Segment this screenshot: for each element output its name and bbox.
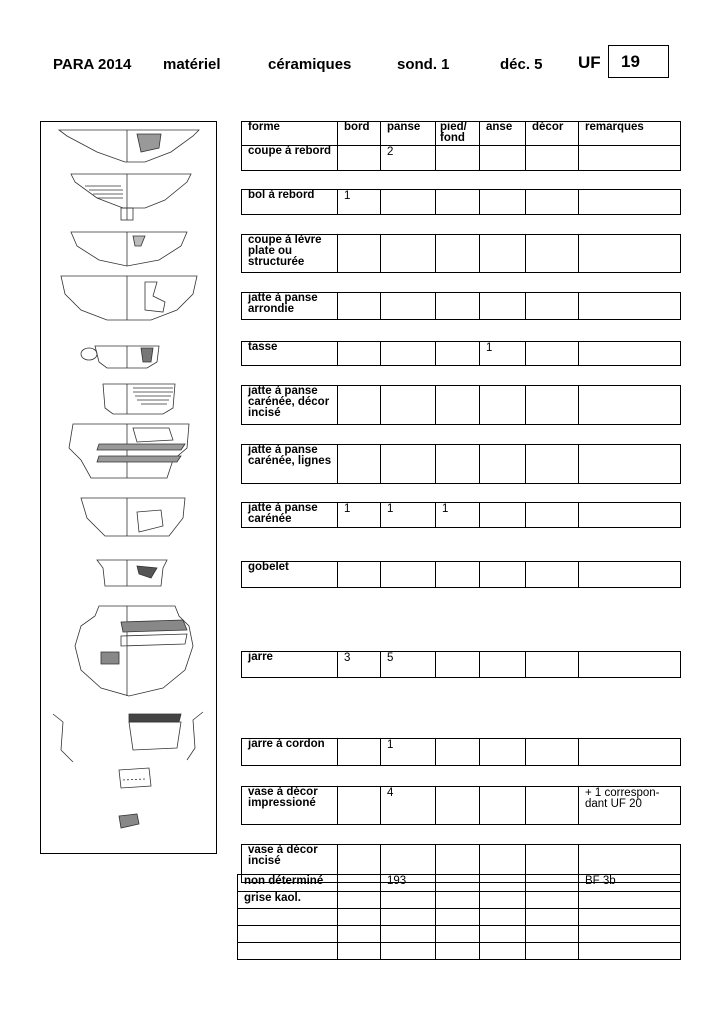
forme-cell — [238, 909, 338, 926]
forme-cell: jatte à panse carénée — [242, 503, 338, 528]
panse-cell — [381, 342, 436, 366]
panse-cell — [381, 190, 436, 215]
header-decapage: déc. 5 — [500, 56, 543, 73]
remarques-cell — [579, 909, 681, 926]
forme-cell: gobelet — [242, 562, 338, 588]
table-row — [242, 652, 681, 678]
row-spacer — [242, 678, 681, 739]
remarques-cell — [579, 892, 681, 909]
header-site: PARA 2014 — [53, 56, 132, 73]
bord-cell — [338, 787, 381, 825]
table-row — [242, 190, 681, 215]
panse-cell — [381, 445, 436, 484]
pied-cell — [436, 386, 480, 425]
table-header-row — [242, 122, 681, 146]
table-row — [242, 562, 681, 588]
table-row — [238, 909, 681, 926]
panse-cell: 193 — [381, 875, 436, 892]
decor-cell — [526, 146, 579, 171]
remarques-cell — [579, 235, 681, 273]
pied-cell — [436, 926, 480, 943]
anse-cell — [480, 146, 526, 171]
anse-cell — [480, 892, 526, 909]
pied-cell — [436, 146, 480, 171]
remarques-cell — [579, 739, 681, 766]
forme-cell: grise kaol. — [238, 892, 338, 909]
remarques-cell: + 1 correspon- dant UF 20 — [579, 787, 681, 825]
remarques-cell — [579, 562, 681, 588]
table-row — [242, 445, 681, 484]
forme-cell — [238, 926, 338, 943]
pied-cell — [436, 787, 480, 825]
decor-cell — [526, 445, 579, 484]
col-header: forme — [242, 122, 338, 146]
remarques-cell: BF 3b — [579, 875, 681, 892]
panse-cell: 4 — [381, 787, 436, 825]
profile-jatte-carenee — [81, 498, 185, 536]
remarques-cell — [579, 293, 681, 320]
row-spacer — [242, 825, 681, 845]
decor-cell — [526, 652, 579, 678]
profile-coupe-a-rebord — [59, 130, 199, 162]
pied-cell — [436, 342, 480, 366]
uf-value-box: 19 — [608, 45, 669, 78]
forme-cell: vase à décor impressioné — [242, 787, 338, 825]
anse-cell — [480, 739, 526, 766]
pied-cell: 1 — [436, 503, 480, 528]
bord-cell — [338, 235, 381, 273]
row-spacer — [242, 215, 681, 235]
bord-cell — [338, 293, 381, 320]
decor-cell — [526, 235, 579, 273]
panse-cell — [381, 892, 436, 909]
row-spacer — [242, 588, 681, 652]
table-row — [242, 235, 681, 273]
uf-label: UF — [578, 53, 601, 72]
panse-cell — [381, 562, 436, 588]
remarques-cell — [579, 943, 681, 960]
decor-cell — [526, 739, 579, 766]
col-header: décor — [526, 122, 579, 146]
undetermined-table — [237, 874, 681, 960]
col-header: bord — [338, 122, 381, 146]
anse-cell — [480, 293, 526, 320]
panse-cell — [381, 386, 436, 425]
decor-cell — [526, 293, 579, 320]
forme-cell: jatte à panse arrondie — [242, 293, 338, 320]
anse-cell — [480, 652, 526, 678]
decor-cell — [526, 342, 579, 366]
anse-cell — [480, 445, 526, 484]
col-header: pied/ fond — [436, 122, 480, 146]
profile-tasse — [81, 346, 159, 368]
table-row — [242, 386, 681, 425]
anse-cell: 1 — [480, 342, 526, 366]
panse-cell: 1 — [381, 739, 436, 766]
panse-cell — [381, 293, 436, 320]
forme-cell: coupe à lèvre plate ou structurée — [242, 235, 338, 273]
table-row — [238, 892, 681, 909]
row-spacer — [242, 171, 681, 190]
anse-cell — [480, 787, 526, 825]
row-spacer — [242, 484, 681, 503]
table-row — [238, 875, 681, 892]
bord-cell — [338, 739, 381, 766]
anse-cell — [480, 386, 526, 425]
table-row — [242, 293, 681, 320]
row-spacer — [242, 320, 681, 342]
table-row — [242, 787, 681, 825]
table-row — [242, 739, 681, 766]
remarques-cell — [579, 445, 681, 484]
table-row — [242, 342, 681, 366]
bord-cell — [338, 562, 381, 588]
pied-cell — [436, 892, 480, 909]
row-spacer — [242, 766, 681, 787]
bord-cell — [338, 892, 381, 909]
bord-cell — [338, 909, 381, 926]
profile-jatte-carenee-lignes — [69, 424, 189, 478]
profile-bol-a-rebord — [71, 174, 191, 220]
forme-cell: jatte à panse carénée, lignes — [242, 445, 338, 484]
forme-cell: jarre — [242, 652, 338, 678]
panse-cell — [381, 926, 436, 943]
col-header: anse — [480, 122, 526, 146]
panse-cell: 2 — [381, 146, 436, 171]
decor-cell — [526, 926, 579, 943]
anse-cell — [480, 190, 526, 215]
forme-cell: jatte à panse carénée, décor incisé — [242, 386, 338, 425]
ceramics-table — [241, 121, 681, 883]
table-row — [242, 146, 681, 171]
panse-cell — [381, 909, 436, 926]
header-sondage: sond. 1 — [397, 56, 450, 73]
forme-cell: bol à rebord — [242, 190, 338, 215]
decor-cell — [526, 503, 579, 528]
pied-cell — [436, 445, 480, 484]
decor-cell — [526, 875, 579, 892]
forme-cell — [238, 943, 338, 960]
profile-jatte-panse-arrondie — [61, 276, 197, 320]
decor-cell — [526, 190, 579, 215]
forme-cell: vase à décor incisé — [242, 845, 338, 883]
bord-cell — [338, 943, 381, 960]
remarques-cell — [579, 926, 681, 943]
decor-cell — [526, 562, 579, 588]
forme-cell: coupe à rebord — [242, 146, 338, 171]
profile-gobelet — [97, 560, 167, 586]
decor-cell — [526, 909, 579, 926]
bord-cell — [338, 445, 381, 484]
pied-cell — [436, 235, 480, 273]
forme-cell: jarre à cordon — [242, 739, 338, 766]
table-row — [242, 503, 681, 528]
panse-cell — [381, 943, 436, 960]
remarques-cell — [579, 503, 681, 528]
panse-cell: 1 — [381, 503, 436, 528]
pied-cell — [436, 943, 480, 960]
bord-cell — [338, 926, 381, 943]
row-spacer — [242, 366, 681, 386]
bord-cell — [338, 386, 381, 425]
forme-cell: tasse — [242, 342, 338, 366]
table-row — [238, 926, 681, 943]
remarques-cell — [579, 342, 681, 366]
anse-cell — [480, 909, 526, 926]
anse-cell — [480, 235, 526, 273]
col-header: remarques — [579, 122, 681, 146]
bord-cell: 1 — [338, 190, 381, 215]
anse-cell — [480, 875, 526, 892]
pied-cell — [436, 875, 480, 892]
remarques-cell — [579, 190, 681, 215]
profile-jarre — [75, 606, 193, 696]
header-category: céramiques — [268, 56, 352, 73]
profile-vase-decor-impressione — [119, 768, 151, 788]
decor-cell — [526, 787, 579, 825]
pied-cell — [436, 739, 480, 766]
bord-cell — [338, 146, 381, 171]
pied-cell — [436, 652, 480, 678]
profile-jarre-a-cordon — [53, 712, 203, 762]
pied-cell — [436, 190, 480, 215]
bord-cell — [338, 875, 381, 892]
anse-cell — [480, 562, 526, 588]
pied-cell — [436, 909, 480, 926]
panse-cell — [381, 235, 436, 273]
pied-cell — [436, 562, 480, 588]
bord-cell: 1 — [338, 503, 381, 528]
panse-cell: 5 — [381, 652, 436, 678]
forme-cell: non déterminé — [238, 875, 338, 892]
bord-cell: 3 — [338, 652, 381, 678]
decor-cell — [526, 386, 579, 425]
profile-vase-decor-incise — [119, 814, 139, 828]
anse-cell — [480, 503, 526, 528]
col-header: panse — [381, 122, 436, 146]
table-row — [238, 943, 681, 960]
anse-cell — [480, 926, 526, 943]
profile-coupe-levre-plate — [71, 232, 187, 266]
pied-cell — [436, 293, 480, 320]
ceramic-profiles-drawing — [41, 122, 218, 855]
bord-cell — [338, 342, 381, 366]
header-material: matériel — [163, 56, 221, 73]
decor-cell — [526, 892, 579, 909]
row-spacer — [242, 528, 681, 562]
remarques-cell — [579, 146, 681, 171]
profile-jatte-carenee-decor-incise — [103, 384, 175, 414]
anse-cell — [480, 943, 526, 960]
remarques-cell — [579, 652, 681, 678]
row-spacer — [242, 273, 681, 293]
remarques-cell — [579, 386, 681, 425]
decor-cell — [526, 943, 579, 960]
ceramic-drawings-panel — [40, 121, 217, 854]
row-spacer — [242, 425, 681, 445]
